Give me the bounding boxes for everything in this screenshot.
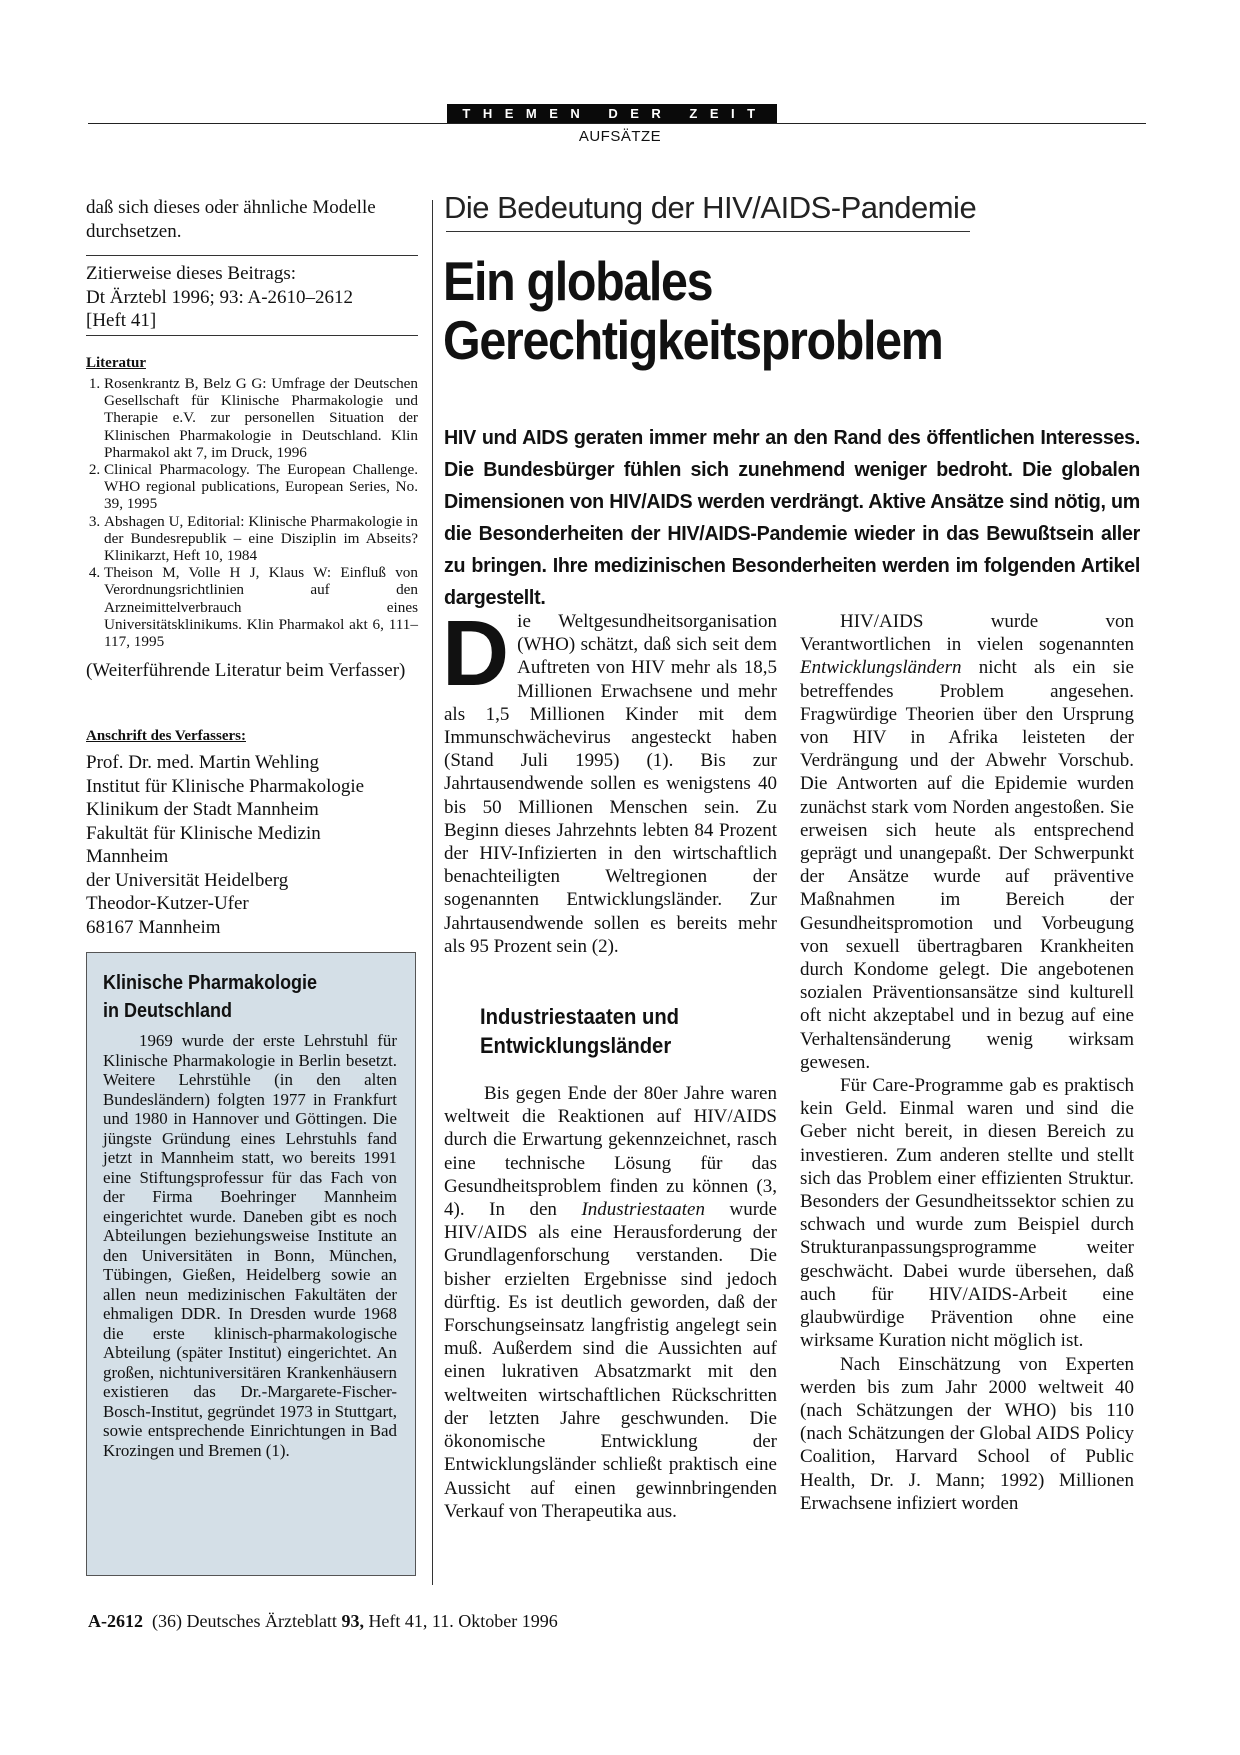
box-title-line: in Deutschland: [103, 1000, 233, 1022]
body-paragraph: [442, 601, 777, 958]
address-line: Mannheim: [86, 846, 169, 867]
literature-item: 2. Clinical Pharmacology. The European Challenge. WHO regional publications, European Series, No. 39, 1995: [104, 461, 418, 513]
article-title: [443, 252, 1059, 370]
header-rule: [88, 123, 1146, 124]
address-line: der Universität Heidelberg: [86, 869, 289, 891]
address-line: Fakultät für Klinische Medizin: [86, 822, 321, 844]
citation-text: Dt Ärztebl 1996; 93: A-2610–2612: [86, 286, 354, 308]
footer-text: (36) Deutsches Ärzteblatt: [152, 1611, 342, 1631]
page-code: A-2612: [88, 1611, 143, 1631]
kicker-rule: [446, 231, 970, 232]
column-divider: [432, 200, 433, 1585]
paragraph-text: nicht als ein sie betreffendes Problem angesehen. Fragwürdige Theorien über den Ursprung von HIV in Afrika leisteten der Verdrängung und der Abwehr Vorschub. Die Antworten auf die Epidemie wurden zunächst stark vom Norden angestoßen. Sie erweisen sich heute als entsprechend geprägt und unangepaßt. Der Schwerpunkt der Ansätze wurde auf präventive Maßnahmen im Bereich der Gesundheitspromotion und Vorbeugung von sexuell übertragbaren Krankheiten durch Kondome gelegt. Die angebotenen sozialen Präventionsansätze sind kulturell oft nicht akzeptabel und in bezug auf eine Verhaltensänderung wenig wirksam gewesen.: [800, 657, 1134, 1073]
address-line: Institut für Klinische Pharmakologie: [86, 775, 365, 797]
footer-text: Heft 41, 11. Oktober 1996: [363, 1611, 558, 1631]
paragraph-text: Bis gegen Ende der 80er Jahre waren weltweit die Reaktionen auf HIV/AIDS durch die Erwartung gekennzeichnet, rasch eine technische Lösung für das Gesundheitsproblem finden zu können (3, 4). In den: [444, 1083, 777, 1221]
address-line: 68167 Mannheim: [86, 916, 221, 938]
divider: [86, 335, 418, 336]
page-footer: [88, 1611, 558, 1632]
article-kicker: Die Bedeutung der HIV/AIDS-Pandemie: [444, 190, 977, 225]
body-column-2: [800, 610, 1134, 1515]
further-reading: (Weiterführende Literatur beim Verfasser): [86, 660, 406, 681]
section-subtitle: AUFSÄTZE: [578, 128, 662, 145]
body-paragraph: [800, 610, 1134, 1074]
subheading: [480, 1002, 753, 1060]
article-lead: HIV und AIDS geraten immer mehr an den Rand des öffentlichen Interesses. Die Bundesbürger fühlen sich zunehmend weniger bedroht. Die globalen Dimensionen von HIV/AIDS werden verdrängt. Aktive Ansätze sind nötig, um die Besonderheiten der HIV/AIDS-Pandemie wieder in das Bewußtsein aller zu bringen. Ihre medizinischen Besonderheiten werden im folgenden Artikel dargestellt.: [444, 426, 1140, 609]
address-title: Anschrift des Verfassers:: [86, 728, 246, 744]
divider: [86, 255, 418, 256]
literature-section: [86, 355, 418, 650]
body-paragraph: Nach Einschätzung von Experten werden bis zum Jahr 2000 weltweit 40 (nach Schätzungen der WHO) bis 110 (nach Schätzungen der Global AIDS Policy Coalition, Harvard School of Public Health, Dr. J. Mann; 1992) Millionen Erwachsene infiziert worden: [800, 1353, 1134, 1514]
paragraph-text: HIV/AIDS wurde von Verantwortlichen in vielen sogenannten: [800, 611, 1134, 656]
title-line: Ein globales: [443, 250, 713, 312]
emphasis-text: Entwicklungsländern: [800, 657, 962, 679]
body-paragraph: [444, 1082, 777, 1523]
body-column-1: [442, 601, 777, 1523]
citation-block: [86, 262, 418, 333]
subheading-line: Entwicklungsländer: [480, 1033, 672, 1059]
box-title: [103, 969, 368, 1025]
drop-cap: D: [442, 601, 510, 705]
paragraph-text: ie Weltgesundheitsorganisation (WHO) schätzt, daß sich seit dem Auftreten von HIV mehr als 18,5 Millionen Erwachsene und mehr als 1,5 Millionen Kinder mit dem Immunschwächevirus angesteckt haben (Stand Juli 1995) (1). Bis zur Jahrtausendwende sollen es wenigstens 40 bis 50 Millionen Menschen sein. Zu Beginn dieses Jahrzehnts lebten 84 Prozent der HIV-Infizierten in den wirtschaftlich benachteiligten Weltregionen der sogenannten Entwicklungsländer. Zur Jahrtausendwende sollen es bereits mehr als 95 Prozent sein (2).: [444, 611, 777, 957]
emphasis-text: Industriestaaten: [581, 1199, 705, 1221]
subheading-line: Industriestaaten und: [480, 1004, 680, 1030]
literature-title: Literatur: [86, 355, 146, 371]
address-line: Prof. Dr. med. Martin Wehling: [86, 752, 319, 773]
info-box: [86, 952, 416, 1576]
address-line: Klinikum der Stadt Mannheim: [86, 799, 319, 820]
address-line: Theodor-Kutzer-Ufer: [86, 893, 249, 914]
literature-list: [86, 375, 418, 650]
section-band: THEMEN DER ZEIT: [447, 104, 777, 123]
citation-issue: [Heft 41]: [86, 310, 157, 331]
title-line: Gerechtigkeitsproblem: [443, 309, 943, 371]
box-title-line: Klinische Pharmakologie: [103, 972, 318, 994]
address-block: [86, 728, 418, 939]
citation-label: Zitierweise dieses Beitrags:: [86, 263, 296, 284]
footer-volume: 93,: [341, 1611, 364, 1631]
literature-item: 3. Abshagen U, Editorial: Klinische Pharmakologie in der Bundesrepublik – eine Disziplin im Abseits? Klinikarzt, Heft 10, 1984: [104, 513, 418, 565]
intro-text: daß sich dieses oder ähnliche Modelle durchsetzen.: [86, 197, 376, 242]
box-text: 1969 wurde der erste Lehrstuhl für Klinische Pharmakologie in Berlin besetzt. Weitere Lehrstühle (in den alten Bundesländern) folgten 1977 in Frankfurt und 1980 in Hannover und Göttingen. Die jüngste Gründung eines Lehrstuhls fand jetzt in Mannheim statt, wo bereits 1991 eine Stiftungsprofessur für das Fach von der Firma Boehringer Mannheim eingerichtet wurde. Daneben gibt es noch Abteilungen beziehungsweise Institute an den Universitäten in Bonn, München, Tübingen, Gießen, Heidelberg sowie an allen neun medizinischen Fakultäten der ehmaligen DDR. In Dresden wurde 1968 die erste klinisch-pharmakologische Abteilung (später Institut) eingerichtet. An großen, nichtuniversitären Krankenhäusern existieren das Dr.-Margarete-Fischer-Bosch-Institut, gegründet 1973 in Stuttgart, sowie entsprechende Einrichtungen in Bad Krozingen und Bremen (1).: [103, 1031, 397, 1460]
literature-item: 4. Theison M, Volle H J, Klaus W: Einfluß von Verordnungsrichtlinien auf den Arzneimittelverbrauch eines Universitätsklinikums. Klin Pharmakol akt 6, 111–117, 1995: [104, 564, 418, 650]
body-paragraph: Für Care-Programme gab es praktisch kein Geld. Einmal waren und sind die Geber nicht bereit, in diesen Bereich zu investieren. Zum anderen stellte und stellt sich das Problem einer effizienten Struktur. Besonders der Gesundheitssektor schien zu schwach und wurde zum Beispiel durch Strukturanpassungsprogramme weiter geschwächt. Dabei wurde übersehen, daß auch für HIV/AIDS-Arbeit eine glaubwürdige Prävention ohne eine wirksame Kuration nicht möglich ist.: [800, 1075, 1134, 1352]
paragraph-text: wurde HIV/AIDS als eine Herausforderung der Grundlagenforschung verstanden. Die bisher erzielten Ergebnisse sind jedoch dürftig. Es ist deutlich geworden, daß der Forschungseinsatz langfristig angelegt sein muß. Außerdem sind die Aussichten auf einen lukrativen Absatzmarkt mit den weltweiten wirtschaftlichen Rückschritten der letzten Jahre geschwunden. Die ökonomische Entwicklung der Entwicklungsländer schließt praktisch eine Aussicht auf einen gewinnbringenden Verkauf von Therapeutika aus.: [444, 1199, 777, 1522]
literature-item: 1. Rosenkrantz B, Belz G G: Umfrage der Deutschen Gesellschaft für Klinische Pharmakologie und Therapie e.V. zur personellen Situation der Klinischen Pharmakologie in Deutschland. Klin Pharmakol akt 7, im Druck, 1996: [104, 375, 418, 461]
